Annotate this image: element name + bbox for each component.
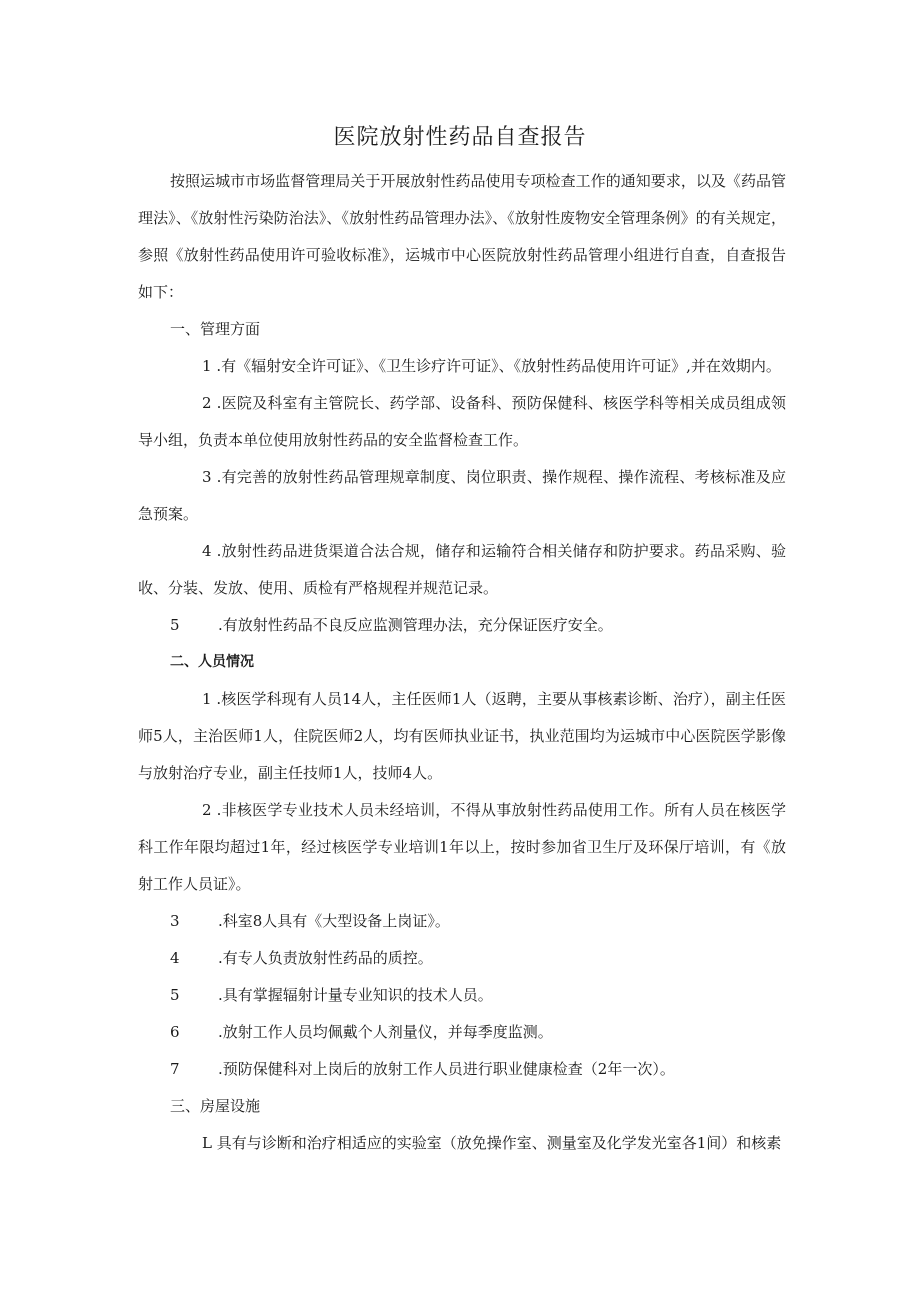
document-body [138, 163, 786, 1162]
personnel-item-4 [138, 940, 786, 977]
item-number: 6 [170, 1023, 180, 1041]
item-text: .预防保健科对上岗后的放射工作人员进行职业健康检查（2年一次）。 [218, 1060, 675, 1078]
facilities-item-1 [138, 1125, 786, 1162]
item-text: .有《辐射安全许可证》、《卫生诊疗许可证》、《放射性药品使用许可证》,并在效期内。 [216, 357, 781, 375]
item-text: .非核医学专业技术人员未经培训，不得从事放射性药品使用工作。所有人员在核医学科工作年限均超过1年，经过核医学专业培训1年以上，按时参加省卫生厅及环保厅培训，有《放射工作人员证》。 [138, 801, 786, 893]
item-number: 7 [170, 1060, 180, 1078]
item-number: 4 [170, 949, 180, 967]
personnel-item-1 [138, 681, 786, 792]
item-number: 2 [202, 801, 212, 819]
item-text: .有放射性药品不良反应监测管理办法，充分保证医疗安全。 [218, 616, 613, 634]
personnel-item-3 [138, 903, 786, 940]
item-text: .核医学科现有人员14人，主任医师1人（返聘，主要从事核素诊断、治疗），副主任医师5人，主治医师1人，住院医师2人，均有医师执业证书，执业范围均为运城市中心医院医学影像与放射治疗专业，副主任技师1人，技师4人。 [138, 690, 786, 782]
item-number: 4 [202, 542, 212, 560]
section-heading-personnel: 二、人员情况 [170, 654, 254, 670]
management-item-4 [138, 533, 786, 607]
item-number: 1 [202, 690, 212, 708]
personnel-item-6 [138, 1014, 786, 1051]
item-number: 2 [202, 394, 212, 412]
intro-paragraph: 按照运城市市场监督管理局关于开展放射性药品使用专项检查工作的通知要求，以及《药品管理法》、《放射性污染防治法》、《放射性药品管理办法》、《放射性废物安全管理条例》的有关规定，参照《放射性药品使用许可验收标准》，运城市中心医院放射性药品管理小组进行自查，自查报告如下： [138, 172, 786, 301]
item-text: .有专人负责放射性药品的质控。 [218, 949, 433, 967]
personnel-item-7 [138, 1051, 786, 1088]
item-text: .有完善的放射性药品管理规章制度、岗位职责、操作规程、操作流程、考核标准及应急预案。 [138, 468, 786, 523]
section-heading-management: 一、管理方面 [170, 320, 261, 338]
item-text: .医院及科室有主管院长、药学部、设备科、预防保健科、核医学科等相关成员组成领导小组，负责本单位使用放射性药品的安全监督检查工作。 [138, 394, 786, 449]
management-item-3 [138, 459, 786, 533]
personnel-item-5 [138, 977, 786, 1014]
management-item-2 [138, 385, 786, 459]
management-item-1 [138, 348, 786, 385]
item-number: L [202, 1134, 212, 1152]
item-number: 5 [170, 986, 180, 1004]
item-number: 3 [170, 912, 180, 930]
item-number: 1 [202, 357, 212, 375]
section-heading-facilities: 三、房屋设施 [170, 1097, 261, 1115]
item-text: .具有掌握辐射计量专业知识的技术人员。 [218, 986, 493, 1004]
item-text: 具有与诊断和治疗相适应的实验室（放免操作室、测量室及化学发光室各1间）和核素 [216, 1134, 782, 1152]
item-text: .放射工作人员均佩戴个人剂量仪，并每季度监测。 [218, 1023, 553, 1041]
management-item-5 [138, 607, 786, 644]
item-number: 5 [170, 616, 180, 634]
item-number: 3 [202, 468, 212, 486]
item-text: .科室8人具有《大型设备上岗证》。 [218, 912, 450, 930]
item-text: .放射性药品进货渠道合法合规，储存和运输符合相关储存和防护要求。药品采购、验收、分装、发放、使用、质检有严格规程并规范记录。 [138, 542, 786, 597]
document-title: 医院放射性药品自查报告 [333, 125, 587, 150]
personnel-item-2 [138, 792, 786, 903]
